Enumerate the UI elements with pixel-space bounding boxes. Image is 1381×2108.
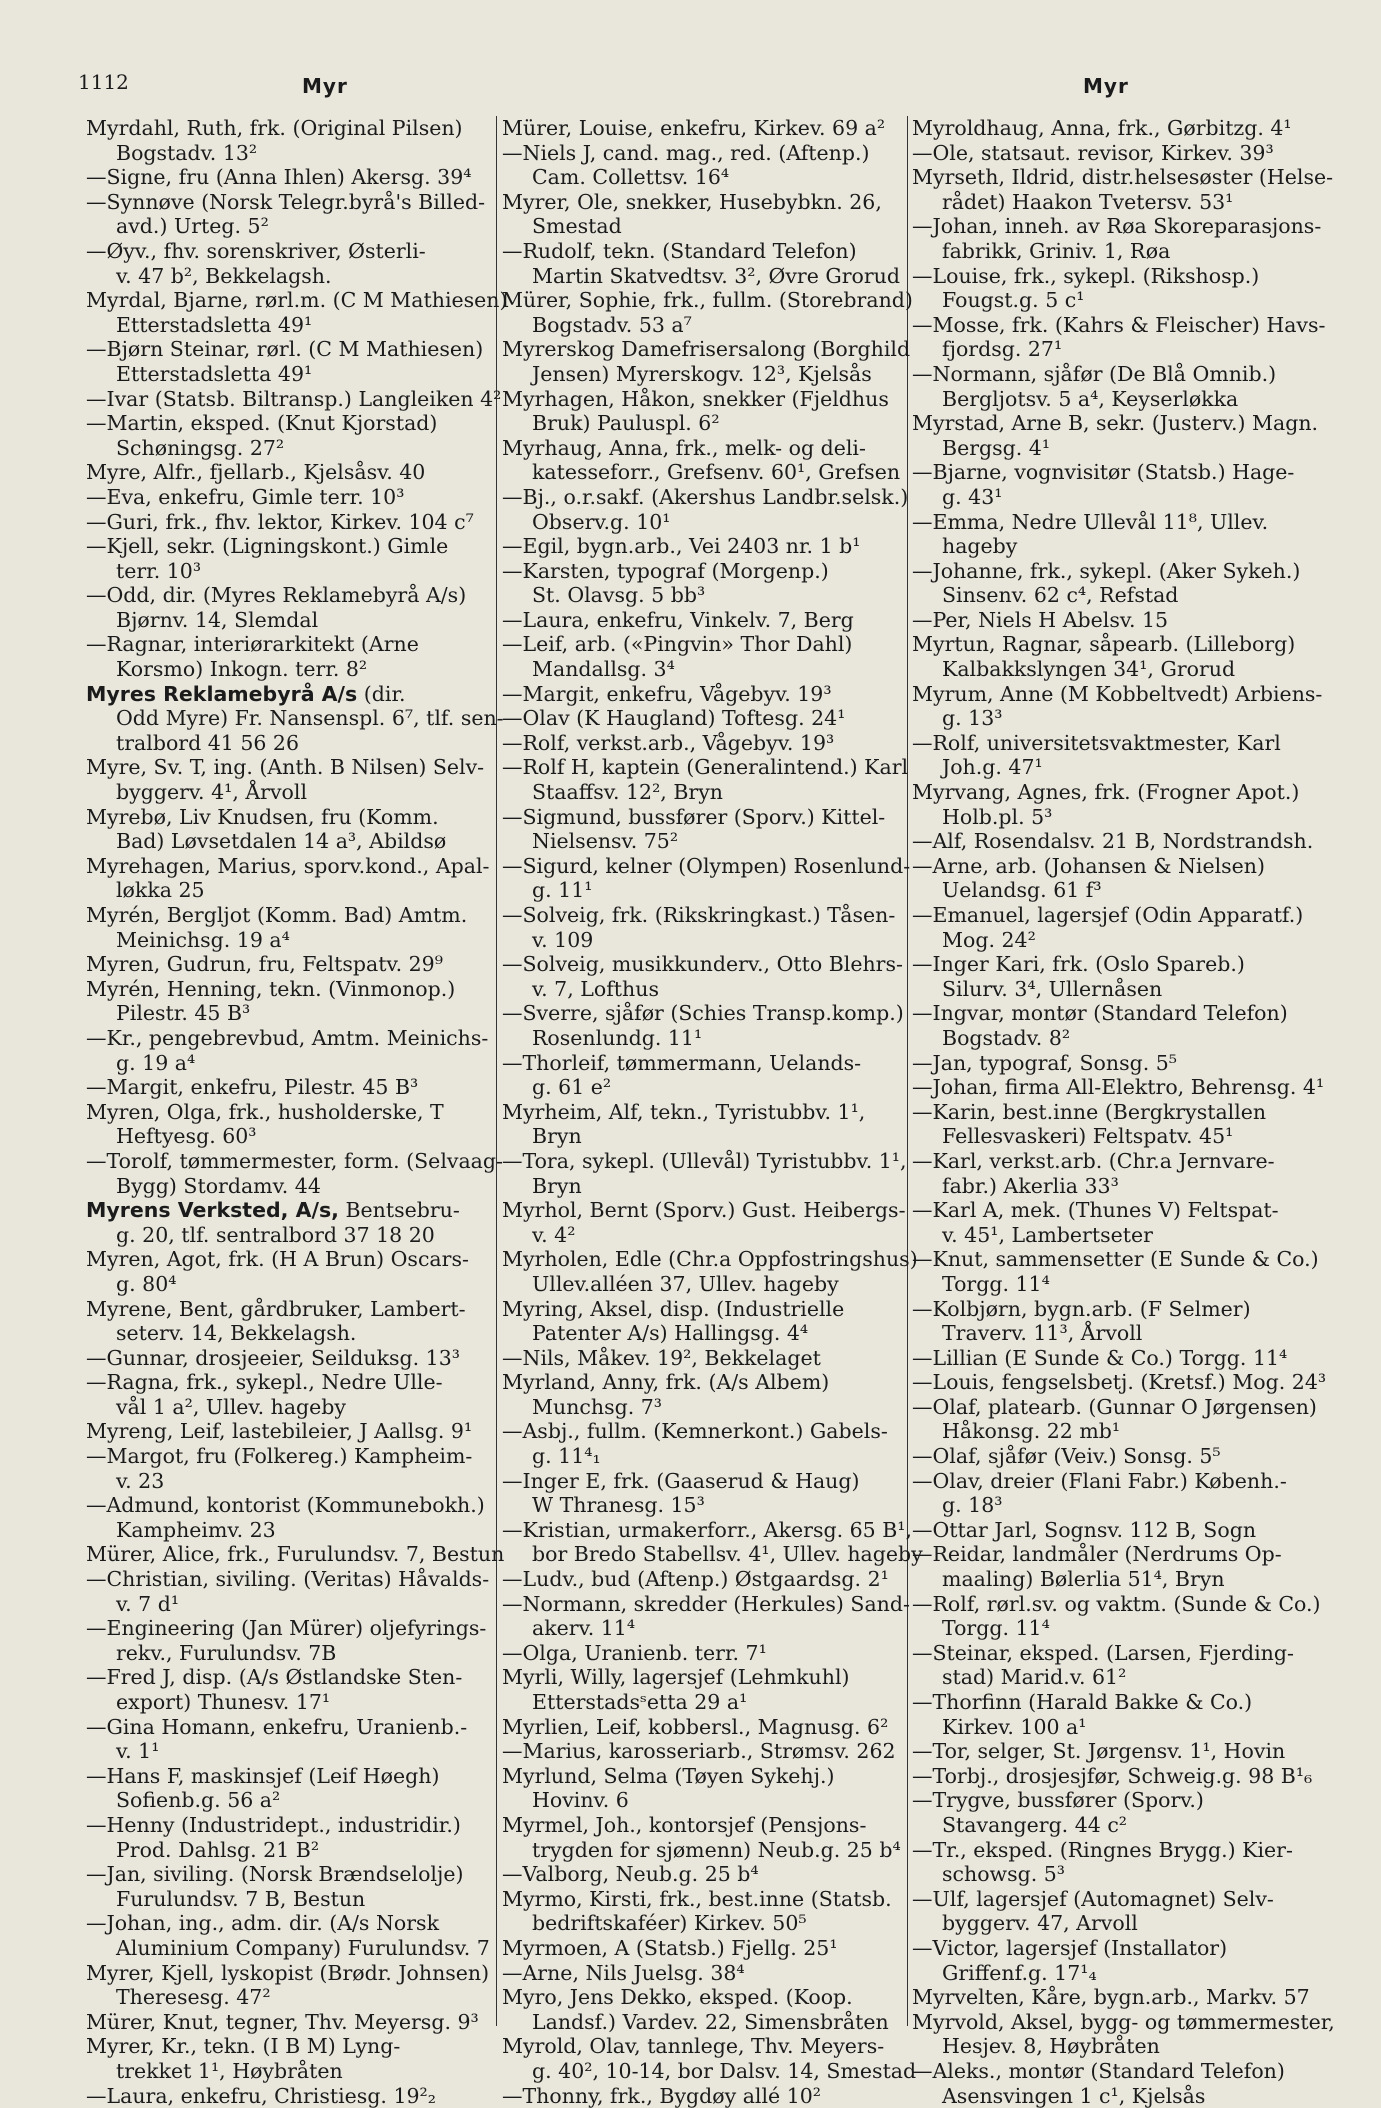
directory-line: —Olaf, sjåfør (Veiv.) Sonsg. 5⁵ (912, 1444, 1322, 1469)
directory-line: g. 20, tlf. sentralbord 37 18 20 (86, 1223, 492, 1248)
directory-line: Kalbakkslyngen 34¹, Grorud (912, 657, 1322, 682)
firm-name: Myrens Verksted, A/s, (86, 1198, 339, 1222)
directory-column-3 (912, 116, 1322, 2036)
directory-line: g. 80⁴ (86, 1272, 492, 1297)
directory-line: —Torbj., drosjesjfør, Schweig.g. 98 B¹₆ (912, 1764, 1322, 1789)
directory-line: Bogstadv. 13² (86, 141, 492, 166)
directory-line: Griffenf.g. 17¹₄ (912, 1961, 1322, 1986)
directory-line: —Rolf H, kaptein (Generalintend.) Karl (502, 755, 908, 780)
directory-line: Heftyesg. 60³ (86, 1124, 492, 1149)
directory-line: Kirkev. 100 a¹ (912, 1715, 1322, 1740)
running-head-right: Myr (1083, 74, 1129, 98)
directory-line: —Admund, kontorist (Kommunebokh.) (86, 1493, 492, 1518)
directory-line: —Kr., pengebrevbud, Amtm. Meinichs- (86, 1026, 492, 1051)
directory-line: —Bjarne, vognvisitør (Statsb.) Hage- (912, 460, 1322, 485)
directory-line: —Mosse, frk. (Kahrs & Fleischer) Havs- (912, 313, 1322, 338)
directory-line: Myrebø, Liv Knudsen, fru (Komm. (86, 805, 492, 830)
directory-line: —Øyv., fhv. sorenskriver, Østerli- (86, 239, 492, 264)
directory-line: —Henny (Industridept., industridir.) (86, 1813, 492, 1838)
directory-line: Myrerskog Damefrisersalong (Borghild (502, 337, 908, 362)
directory-line: Theresesg. 47² (86, 1985, 492, 2010)
directory-line: —Eva, enkefru, Gimle terr. 10³ (86, 485, 492, 510)
directory-line: g. 40², 10-14, bor Dalsv. 14, Smestad (502, 2059, 908, 2084)
directory-line: —Olav, dreier (Flani Fabr.) Københ.- (912, 1469, 1322, 1494)
directory-line: Sinsenv. 62 c⁴, Refstad (912, 583, 1322, 608)
directory-line: Myrene, Bent, gårdbruker, Lambert- (86, 1297, 492, 1322)
directory-line: —Sigurd, kelner (Olympen) Rosenlund- (502, 854, 908, 879)
directory-line: Myren, Agot, frk. (H A Brun) Oscars- (86, 1247, 492, 1272)
directory-line: Patenter A/s) Hallingsg. 4⁴ (502, 1321, 908, 1346)
directory-line: Hovinv. 6 (502, 1788, 908, 1813)
directory-line: Torgg. 11⁴ (912, 1616, 1322, 1641)
directory-line: Myrdal, Bjarne, rørl.m. (C M Mathiesen) (86, 288, 492, 313)
directory-line: —Gina Homann, enkefru, Uranienb.- (86, 1715, 492, 1740)
directory-line: Myrold, Olav, tannlege, Thv. Meyers- (502, 2034, 908, 2059)
directory-line: Korsmo) Inkogn. terr. 8² (86, 657, 492, 682)
directory-line: —Tor, selger, St. Jørgensv. 1¹, Hovin (912, 1739, 1322, 1764)
directory-line: —Gunnar, drosjeeier, Seilduksg. 13³ (86, 1346, 492, 1371)
directory-line: export) Thunesv. 17¹ (86, 1690, 492, 1715)
directory-line: —Jan, typograf, Sonsg. 5⁵ (912, 1051, 1322, 1076)
directory-line: v. 7 d¹ (86, 1592, 492, 1617)
directory-line: Schøningsg. 27² (86, 436, 492, 461)
directory-line: v. 1¹ (86, 1739, 492, 1764)
directory-line: Bogstadv. 53 a⁷ (502, 313, 908, 338)
directory-line: Furulundsv. 7 B, Bestun (86, 1887, 492, 1912)
directory-line: —Ludv., bud (Aftenp.) Østgaardsg. 2¹ (502, 1567, 908, 1592)
directory-line: —Johanne, frk., sykepl. (Aker Sykeh.) (912, 559, 1322, 584)
directory-line: —Alf, Rosendalsv. 21 B, Nordstrandsh. (912, 829, 1322, 854)
directory-line: Asensvingen 1 c¹, Kjelsås (912, 2084, 1322, 2108)
directory-line: Rosenlundg. 11¹ (502, 1026, 908, 1051)
directory-line: Bryn (502, 1124, 908, 1149)
directory-line: —Ole, statsaut. revisor, Kirkev. 39³ (912, 141, 1322, 166)
directory-line: Mürer, Knut, tegner, Thv. Meyersg. 9³ (86, 2010, 492, 2035)
directory-line: —Trygve, bussfører (Sporv.) (912, 1788, 1322, 1813)
directory-line: fabrikk, Griniv. 1, Røa (912, 239, 1322, 264)
directory-line: —Martin, eksped. (Knut Kjorstad) (86, 411, 492, 436)
directory-line: Etterstadsˢetta 29 a¹ (502, 1690, 908, 1715)
directory-line: —Thonny, frk., Bygdøy allé 10² (502, 2084, 908, 2108)
directory-line: —Tora, sykepl. (Ullevål) Tyristubbv. 1¹, (502, 1149, 908, 1174)
directory-line: Myrer, Kr., tekn. (I B M) Lyng- (86, 2034, 492, 2059)
directory-line: W Thranesg. 15³ (502, 1493, 908, 1518)
directory-line: —Victor, lagersjef (Installator) (912, 1936, 1322, 1961)
directory-line: løkka 25 (86, 878, 492, 903)
directory-line: —Arne, arb. (Johansen & Nielsen) (912, 854, 1322, 879)
directory-line: Holb.pl. 5³ (912, 805, 1322, 830)
directory-line: —Thorfinn (Harald Bakke & Co.) (912, 1690, 1322, 1715)
directory-line: —Ragnar, interiørarkitekt (Arne (86, 632, 492, 657)
directory-line: v. 7, Lofthus (502, 977, 908, 1002)
directory-line: avd.) Urteg. 5² (86, 214, 492, 239)
directory-line: Myrseth, Ildrid, distr.helsesøster (Helse- (912, 165, 1322, 190)
directory-line: Myrstad, Arne B, sekr. (Justerv.) Magn. (912, 411, 1322, 436)
directory-line: —Ingvar, montør (Standard Telefon) (912, 1001, 1322, 1026)
directory-line: —Inger E, frk. (Gaaserud & Haug) (502, 1469, 908, 1494)
directory-line: Stavangerg. 44 c² (912, 1813, 1322, 1838)
directory-line: Myrlund, Selma (Tøyen Sykehj.) (502, 1764, 908, 1789)
directory-line: Myrén, Henning, tekn. (Vinmonop.) (86, 977, 492, 1002)
directory-line: Ullev.alléen 37, Ullev. hageby (502, 1272, 908, 1297)
page-number: 1112 (78, 70, 129, 94)
directory-line: —Solveig, frk. (Rikskringkast.) Tåsen- (502, 903, 908, 928)
directory-line: Myrholen, Edle (Chr.a Oppfostringshus) (502, 1247, 908, 1272)
directory-line: —Lillian (E Sunde & Co.) Torgg. 11⁴ (912, 1346, 1322, 1371)
directory-line: Joh.g. 47¹ (912, 755, 1322, 780)
directory-line: g. 43¹ (912, 485, 1322, 510)
directory-line: g. 11⁴₁ (502, 1444, 908, 1469)
directory-line: Myrhaug, Anna, frk., melk- og deli- (502, 436, 908, 461)
directory-line: Myrer, Ole, snekker, Husebybkn. 26, (502, 190, 908, 215)
directory-line: —Tr., eksped. (Ringnes Brygg.) Kier- (912, 1838, 1322, 1863)
directory-line: v. 47 b², Bekkelagsh. (86, 264, 492, 289)
directory-line: Kampheimv. 23 (86, 1518, 492, 1543)
directory-line: —Johan, firma All-Elektro, Behrensg. 4¹ (912, 1075, 1322, 1100)
directory-line: trygden for sjømenn) Neub.g. 25 b⁴ (502, 1838, 908, 1863)
directory-line: Myrtun, Ragnar, såpearb. (Lilleborg) (912, 632, 1322, 657)
directory-line: —Karin, best.inne (Bergkrystallen (912, 1100, 1322, 1125)
directory-line: —Rolf, rørl.sv. og vaktm. (Sunde & Co.) (912, 1592, 1322, 1617)
directory-line: Fellesvaskeri) Feltspatv. 45¹ (912, 1124, 1322, 1149)
directory-column-1 (86, 116, 492, 2036)
directory-line: —Asbj., fullm. (Kemnerkont.) Gabels- (502, 1419, 908, 1444)
directory-line: Myrhol, Bernt (Sporv.) Gust. Heibergs- (502, 1198, 908, 1223)
directory-line: rekv., Furulundsv. 7B (86, 1641, 492, 1666)
directory-line: —Sverre, sjåfør (Schies Transp.komp.) (502, 1001, 908, 1026)
directory-line: Håkonsg. 22 mb¹ (912, 1419, 1322, 1444)
directory-line: Bogstadv. 8² (912, 1026, 1322, 1051)
directory-line: v. 4² (502, 1223, 908, 1248)
directory-line: Bryn (502, 1174, 908, 1199)
directory-line: Myrhagen, Håkon, snekker (Fjeldhus (502, 387, 908, 412)
directory-line: Myre, Alfr., fjellarb., Kjelsåsv. 40 (86, 460, 492, 485)
directory-line: Myrland, Anny, frk. (A/s Albem) (502, 1370, 908, 1395)
directory-line: Observ.g. 10¹ (502, 510, 908, 535)
directory-line: Aluminium Company) Furulundsv. 7 (86, 1936, 492, 1961)
directory-line: —Knut, sammensetter (E Sunde & Co.) (912, 1247, 1322, 1272)
directory-line: g. 19 a⁴ (86, 1051, 492, 1076)
directory-line: —Louise, frk., sykepl. (Rikshosp.) (912, 264, 1322, 289)
directory-line: fabr.) Akerlia 33³ (912, 1174, 1322, 1199)
directory-line: —Kristian, urmakerforr., Akersg. 65 B¹, (502, 1518, 908, 1543)
directory-line: v. 23 (86, 1469, 492, 1494)
directory-line: hageby (912, 534, 1322, 559)
directory-line: Fougst.g. 5 c¹ (912, 288, 1322, 313)
directory-line: Myrli, Willy, lagersjef (Lehmkuhl) (502, 1665, 908, 1690)
directory-line: v. 45¹, Lambertseter (912, 1223, 1322, 1248)
directory-line: Myren, Gudrun, fru, Feltspatv. 29⁹ (86, 952, 492, 977)
directory-line: —Egil, bygn.arb., Vei 2403 nr. 1 b¹ (502, 534, 908, 559)
directory-line: —Bjørn Steinar, rørl. (C M Mathiesen) (86, 337, 492, 362)
directory-line: Myren, Olga, frk., husholderske, T (86, 1100, 492, 1125)
directory-line: —Laura, enkefru, Vinkelv. 7, Berg (502, 608, 908, 633)
directory-line: —Leif, arb. («Pingvin» Thor Dahl) (502, 632, 908, 657)
directory-line: —Marius, karosseriarb., Strømsv. 262 (502, 1739, 908, 1764)
directory-line: byggerv. 4¹, Årvoll (86, 780, 492, 805)
directory-line: —Ragna, frk., sykepl., Nedre Ulle- (86, 1370, 492, 1395)
directory-line: Myre, Sv. T, ing. (Anth. B Nilsen) Selv- (86, 755, 492, 780)
directory-line: Myrvold, Aksel, bygg- og tømmermester, (912, 2010, 1322, 2035)
directory-line: Myrum, Anne (M Kobbeltvedt) Arbiens- (912, 682, 1322, 707)
directory-line: Myrer, Kjell, lyskopist (Brødr. Johnsen) (86, 1961, 492, 1986)
directory-line: schowsg. 5³ (912, 1862, 1322, 1887)
directory-line: Torgg. 11⁴ (912, 1272, 1322, 1297)
directory-line: —Jan, siviling. (Norsk Brændselolje) (86, 1862, 492, 1887)
directory-line: bedriftskaféer) Kirkev. 50⁵ (502, 1911, 908, 1936)
directory-line: Etterstadsletta 49¹ (86, 362, 492, 387)
running-head-left: Myr (302, 74, 348, 98)
directory-column-2 (502, 116, 908, 2036)
directory-line: Mürer, Alice, frk., Furulundsv. 7, Bestun (86, 1542, 492, 1567)
directory-line: katesseforr., Grefsenv. 60¹, Grefsen (502, 460, 908, 485)
directory-line: Myrmo, Kirsti, frk., best.inne (Statsb. (502, 1887, 908, 1912)
directory-line: —Aleks., montør (Standard Telefon) (912, 2059, 1322, 2084)
directory-line: —Steinar, eksped. (Larsen, Fjerding- (912, 1641, 1322, 1666)
directory-line: —Rolf, verkst.arb., Vågebyv. 19³ (502, 731, 908, 756)
directory-line: Mog. 24² (912, 928, 1322, 953)
directory-line: —Christian, siviling. (Veritas) Håvalds- (86, 1567, 492, 1592)
directory-line: —Louis, fengselsbetj. (Kretsf.) Mog. 24³ (912, 1370, 1322, 1395)
directory-line: stad) Marid.v. 61² (912, 1665, 1322, 1690)
directory-line: g. 13³ (912, 706, 1322, 731)
directory-line: g. 18³ (912, 1493, 1322, 1518)
directory-line: —Arne, Nils Juelsg. 38⁴ (502, 1961, 908, 1986)
directory-line: —Johan, ing., adm. dir. (A/s Norsk (86, 1911, 492, 1936)
directory-line: Myrvelten, Kåre, bygn.arb., Markv. 57 (912, 1985, 1322, 2010)
directory-line: terr. 10³ (86, 559, 492, 584)
directory-line: —Engineering (Jan Mürer) oljefyrings- (86, 1616, 492, 1641)
directory-line: bor Bredo Stabellsv. 4¹, Ullev. hageby (502, 1542, 908, 1567)
directory-line: g. 61 e² (502, 1075, 908, 1100)
directory-line: Munchsg. 7³ (502, 1395, 908, 1420)
directory-line: —Emma, Nedre Ullevål 11⁸, Ullev. (912, 510, 1322, 535)
directory-line: Bad) Løvsetdalen 14 a³, Abildsø (86, 829, 492, 854)
directory-line: —Reidar, landmåler (Nerdrums Op- (912, 1542, 1322, 1567)
directory-line: Myrens Verksted, A/s, Bentsebru- (86, 1198, 492, 1223)
directory-line: Landsf.) Vardev. 22, Simensbråten (502, 2010, 908, 2035)
directory-line: —Johan, inneh. av Røa Skoreparasjons- (912, 214, 1322, 239)
directory-line: Meinichsg. 19 a⁴ (86, 928, 492, 953)
directory-line: —Ivar (Statsb. Biltransp.) Langleiken 4² (86, 387, 492, 412)
directory-line: Staaffsv. 12², Bryn (502, 780, 908, 805)
directory-line: —Emanuel, lagersjef (Odin Apparatf.) (912, 903, 1322, 928)
directory-line: —Fred J, disp. (A/s Østlandske Sten- (86, 1665, 492, 1690)
directory-line: —Inger Kari, frk. (Oslo Spareb.) (912, 952, 1322, 977)
directory-line: Myrén, Bergljot (Komm. Bad) Amtm. (86, 903, 492, 928)
directory-line: —Margit, enkefru, Pilestr. 45 B³ (86, 1075, 492, 1100)
directory-line: Myroldhaug, Anna, frk., Gørbitzg. 4¹ (912, 116, 1322, 141)
directory-line: Myrheim, Alf, tekn., Tyristubbv. 1¹, (502, 1100, 908, 1125)
directory-line: Bergsg. 4¹ (912, 436, 1322, 461)
directory-line: akerv. 11⁴ (502, 1616, 908, 1641)
directory-line: Uelandsg. 61 f³ (912, 878, 1322, 903)
directory-line: Sofienb.g. 56 a² (86, 1788, 492, 1813)
directory-line: —Torolf, tømmermester, form. (Selvaag- (86, 1149, 492, 1174)
directory-line: —Valborg, Neub.g. 25 b⁴ (502, 1862, 908, 1887)
directory-line: Bjørnv. 14, Slemdal (86, 608, 492, 633)
directory-line: Jensen) Myrerskogv. 12³, Kjelsås (502, 362, 908, 387)
directory-line: —Guri, frk., fhv. lektor, Kirkev. 104 c⁷ (86, 510, 492, 535)
directory-line: Pilestr. 45 B³ (86, 1001, 492, 1026)
directory-line: Bygg) Stordamv. 44 (86, 1174, 492, 1199)
directory-line: Martin Skatvedtsv. 3², Øvre Grorud (502, 264, 908, 289)
directory-line: —Sigmund, bussfører (Sporv.) Kittel- (502, 805, 908, 830)
directory-line: Myrmel, Joh., kontorsjef (Pensjons- (502, 1813, 908, 1838)
directory-line: Mürer, Louise, enkefru, Kirkev. 69 a² (502, 116, 908, 141)
directory-line: seterv. 14, Bekkelagsh. (86, 1321, 492, 1346)
directory-line: —Per, Niels H Abelsv. 15 (912, 608, 1322, 633)
directory-line: fjordsg. 27¹ (912, 337, 1322, 362)
directory-line: Nielsensv. 75² (502, 829, 908, 854)
directory-line: Myrdahl, Ruth, frk. (Original Pilsen) (86, 116, 492, 141)
directory-line: —Odd, dir. (Myres Reklamebyrå A/s) (86, 583, 492, 608)
directory-line: g. 11¹ (502, 878, 908, 903)
directory-line: —Karsten, typograf (Morgenp.) (502, 559, 908, 584)
directory-line: —Margit, enkefru, Vågebyv. 19³ (502, 682, 908, 707)
directory-line: Bergljotsv. 5 a⁴, Keyserløkka (912, 387, 1322, 412)
directory-line: Myrvang, Agnes, frk. (Frogner Apot.) (912, 780, 1322, 805)
directory-line: —Ulf, lagersjef (Automagnet) Selv- (912, 1887, 1322, 1912)
directory-line: Myrlien, Leif, kobbersl., Magnusg. 6² (502, 1715, 908, 1740)
directory-line: Myro, Jens Dekko, eksped. (Koop. (502, 1985, 908, 2010)
directory-line: —Karl A, mek. (Thunes V) Feltspat- (912, 1198, 1322, 1223)
directory-line: —Normann, sjåfør (De Blå Omnib.) (912, 362, 1322, 387)
directory-line: Myreng, Leif, lastebileier, J Aallsg. 9¹ (86, 1419, 492, 1444)
directory-line: byggerv. 47, Arvoll (912, 1911, 1322, 1936)
directory-line: Myring, Aksel, disp. (Industrielle (502, 1297, 908, 1322)
directory-line: Myrehagen, Marius, sporv.kond., Apal- (86, 854, 492, 879)
directory-line: St. Olavsg. 5 bb³ (502, 583, 908, 608)
directory-line: —Synnøve (Norsk Telegr.byrå's Billed- (86, 190, 492, 215)
directory-line: v. 109 (502, 928, 908, 953)
directory-line: —Rolf, universitetsvaktmester, Karl (912, 731, 1322, 756)
directory-line: —Bj., o.r.sakf. (Akershus Landbr.selsk.) (502, 485, 908, 510)
directory-line: —Ottar Jarl, Sognsv. 112 B, Sogn (912, 1518, 1322, 1543)
directory-line: —Hans F, maskinsjef (Leif Høegh) (86, 1764, 492, 1789)
directory-line: —Margot, fru (Folkereg.) Kampheim- (86, 1444, 492, 1469)
directory-line: Prod. Dahlsg. 21 B² (86, 1838, 492, 1863)
directory-line: Etterstadsletta 49¹ (86, 313, 492, 338)
directory-line: —Olga, Uranienb. terr. 7¹ (502, 1641, 908, 1666)
directory-line: —Olav (K Haugland) Toftesg. 24¹ (502, 706, 908, 731)
directory-line: —Rudolf, tekn. (Standard Telefon) (502, 239, 908, 264)
directory-line: rådet) Haakon Tvetersv. 53¹ (912, 190, 1322, 215)
directory-line: Hesjev. 8, Høybråten (912, 2034, 1322, 2059)
directory-line: trekket 1¹, Høybråten (86, 2059, 492, 2084)
directory-line: Odd Myre) Fr. Nansenspl. 6⁷, tlf. sen- (86, 706, 492, 731)
directory-line: —Kolbjørn, bygn.arb. (F Selmer) (912, 1297, 1322, 1322)
directory-line: Myrmoen, A (Statsb.) Fjellg. 25¹ (502, 1936, 908, 1961)
firm-name: Myres Reklamebyrå A/s (86, 682, 357, 706)
directory-line: Bruk) Pauluspl. 6² (502, 411, 908, 436)
directory-line: —Olaf, platearb. (Gunnar O Jørgensen) (912, 1395, 1322, 1420)
directory-line: Mürer, Sophie, frk., fullm. (Storebrand) (502, 288, 908, 313)
directory-line: Silurv. 3⁴, Ullernåsen (912, 977, 1322, 1002)
directory-line: tralbord 41 56 26 (86, 731, 492, 756)
directory-line: Myres Reklamebyrå A/s (dir. (86, 682, 492, 707)
directory-line: Smestad (502, 214, 908, 239)
directory-line: —Karl, verkst.arb. (Chr.a Jernvare- (912, 1149, 1322, 1174)
directory-line: —Normann, skredder (Herkules) Sand- (502, 1592, 908, 1617)
directory-line: vål 1 a², Ullev. hageby (86, 1395, 492, 1420)
directory-line: —Thorleif, tømmermann, Uelands- (502, 1051, 908, 1076)
directory-line: Mandallsg. 3⁴ (502, 657, 908, 682)
directory-line: Cam. Collettsv. 16⁴ (502, 165, 908, 190)
directory-line: —Nils, Måkev. 19², Bekkelaget (502, 1346, 908, 1371)
directory-line: —Niels J, cand. mag., red. (Aftenp.) (502, 141, 908, 166)
directory-line: maaling) Bølerlia 51⁴, Bryn (912, 1567, 1322, 1592)
directory-line: Traverv. 11³, Årvoll (912, 1321, 1322, 1346)
directory-line: —Laura, enkefru, Christiesg. 19²₂ (86, 2084, 492, 2108)
directory-line: —Signe, fru (Anna Ihlen) Akersg. 39⁴ (86, 165, 492, 190)
directory-line: —Kjell, sekr. (Ligningskont.) Gimle (86, 534, 492, 559)
directory-line: —Solveig, musikkunderv., Otto Blehrs- (502, 952, 908, 977)
